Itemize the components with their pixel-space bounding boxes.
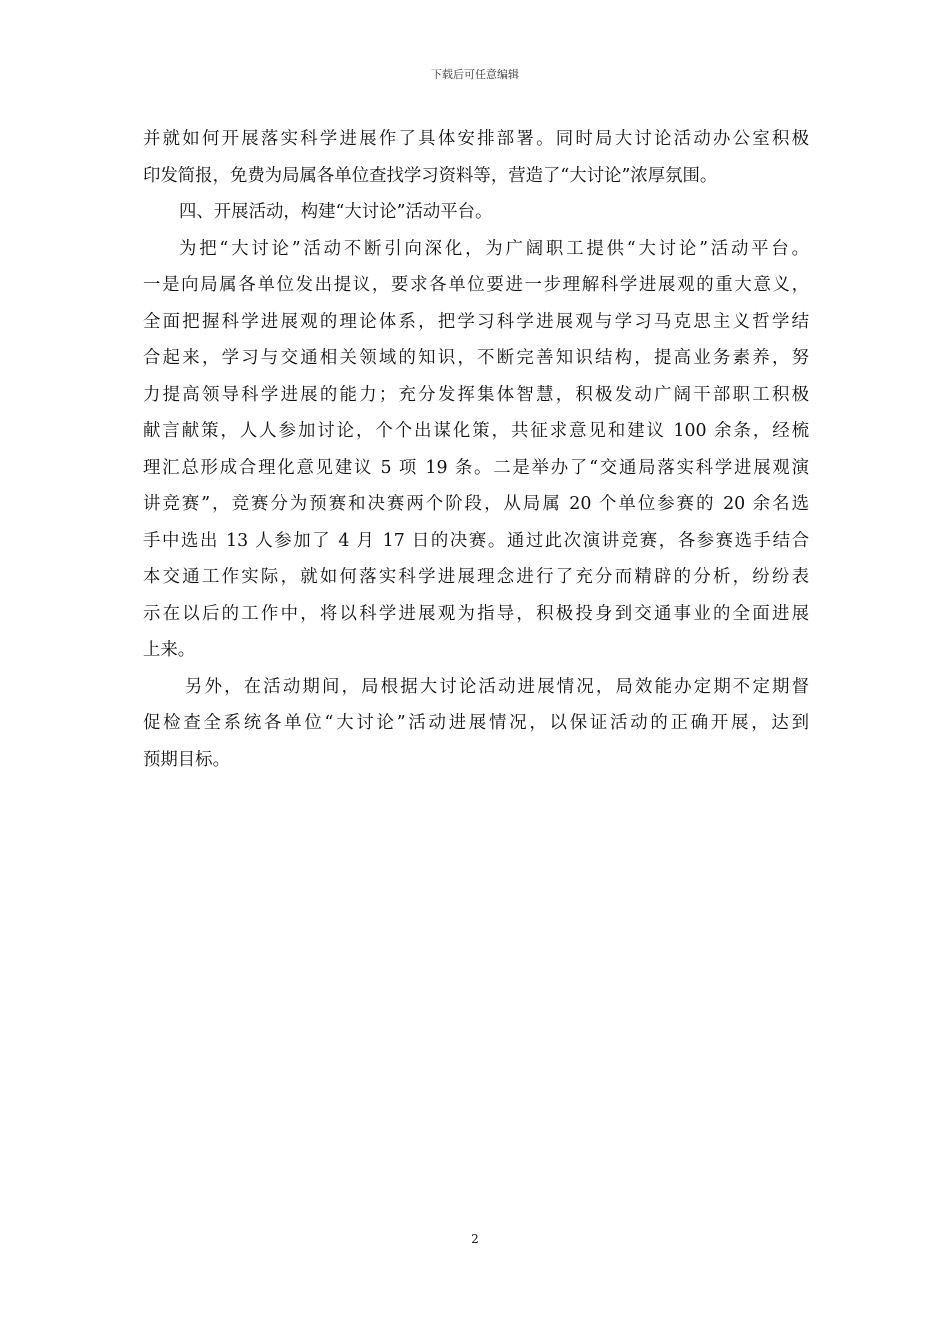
text-line: 手中选出 13 人参加了 4 月 17 日的决赛。通过此次演讲竞赛，各参赛选手结合	[143, 530, 809, 551]
text-line: 理汇总形成合理化意见建议 5 项 19 条。二是举办了“交通局落实科学进展观演	[143, 457, 809, 478]
text-line: 并就如何开展落实科学进展作了具体安排部署。同时局大讨论活动办公室积极	[143, 129, 809, 149]
text-line: 一是向局属各单位发出提议，要求各单位要进一步理解科学进展观的重大意义，	[143, 275, 809, 295]
text-line: 促检查全系统各单位“大讨论”活动进展情况，以保证活动的正确开展，达到	[143, 713, 809, 733]
text-line: 预期目标。	[143, 749, 230, 770]
paragraph	[143, 669, 809, 779]
page-header-note: 下载后可任意编辑	[431, 68, 519, 81]
text-line: 献言献策，人人参加讨论，个个出谋化策，共征求意见和建议 100 余条，经梳	[143, 421, 809, 441]
page-number: 2	[471, 1232, 479, 1246]
text-line: 讲竞赛”，竞赛分为预赛和决赛两个阶段，从局属 20 个单位参赛的 20 余名选	[143, 494, 809, 514]
section-heading	[143, 194, 809, 231]
paragraph	[143, 121, 809, 194]
text-line: 全面把握科学进展观的理论体系，把学习科学进展观与学习马克思主义哲学结	[143, 311, 809, 332]
paragraph	[143, 231, 809, 669]
document-body	[143, 121, 809, 778]
text-line: 为把“大讨论”活动不断引向深化，为广阔职工提供“大讨论”活动平台。	[179, 238, 809, 259]
text-line: 另外，在活动期间，局根据大讨论活动进展情况，局效能办定期不定期督	[185, 676, 809, 697]
text-line: 上来。	[143, 640, 196, 660]
text-line: 示在以后的工作中，将以科学进展观为指导，积极投身到交通事业的全面进展	[143, 603, 809, 624]
text-line: 合起来，学习与交通相关领域的知识，不断完善知识结构，提高业务素养，努	[143, 348, 809, 368]
text-line: 本交通工作实际，就如何落实科学进展理念进行了充分而精辟的分析，纷纷表	[143, 567, 809, 587]
text-line: 印发简报，免费为局属各单位查找学习资料等，营造了“大讨论”浓厚氛围。	[143, 165, 718, 186]
text-line: 力提高领导科学进展的能力；充分发挥集体智慧，积极发动广阔干部职工积极	[143, 384, 809, 405]
text-line: 四、开展活动，构建“大讨论”活动平台。	[179, 202, 493, 222]
